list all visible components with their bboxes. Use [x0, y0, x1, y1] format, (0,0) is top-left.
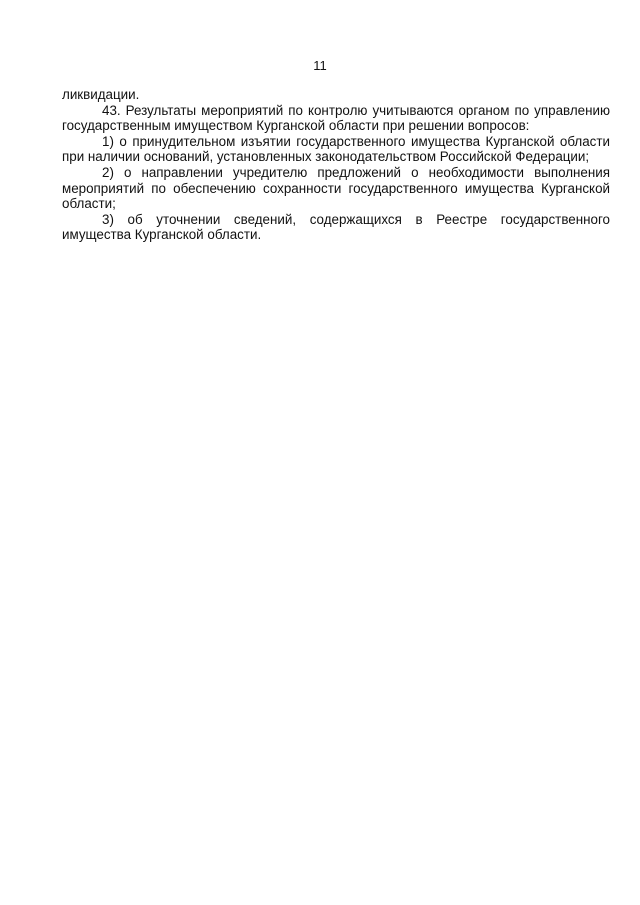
paragraph-subitem-2: 2) о направлении учредителю предложений о необходимости выполнения мероприятий по обеспечению сохранности государственного имущества Курганской области;	[62, 164, 610, 212]
paragraph-subitem-1: 1) о принудительном изъятии государственного имущества Курганской области при наличии оснований, установленных законодательством Российской Федерации;	[62, 133, 610, 165]
document-body	[62, 87, 610, 243]
page-number: 11	[313, 58, 327, 73]
paragraph-subitem-3: 3) об уточнении сведений, содержащихся в Реестре государственного имущества Курганской области.	[62, 211, 610, 243]
paragraph-item-43: 43. Результаты мероприятий по контролю учитываются органом по управлению государственным имуществом Курганской области при решении вопросов:	[62, 102, 610, 134]
paragraph-continuation: ликвидации.	[62, 87, 140, 102]
